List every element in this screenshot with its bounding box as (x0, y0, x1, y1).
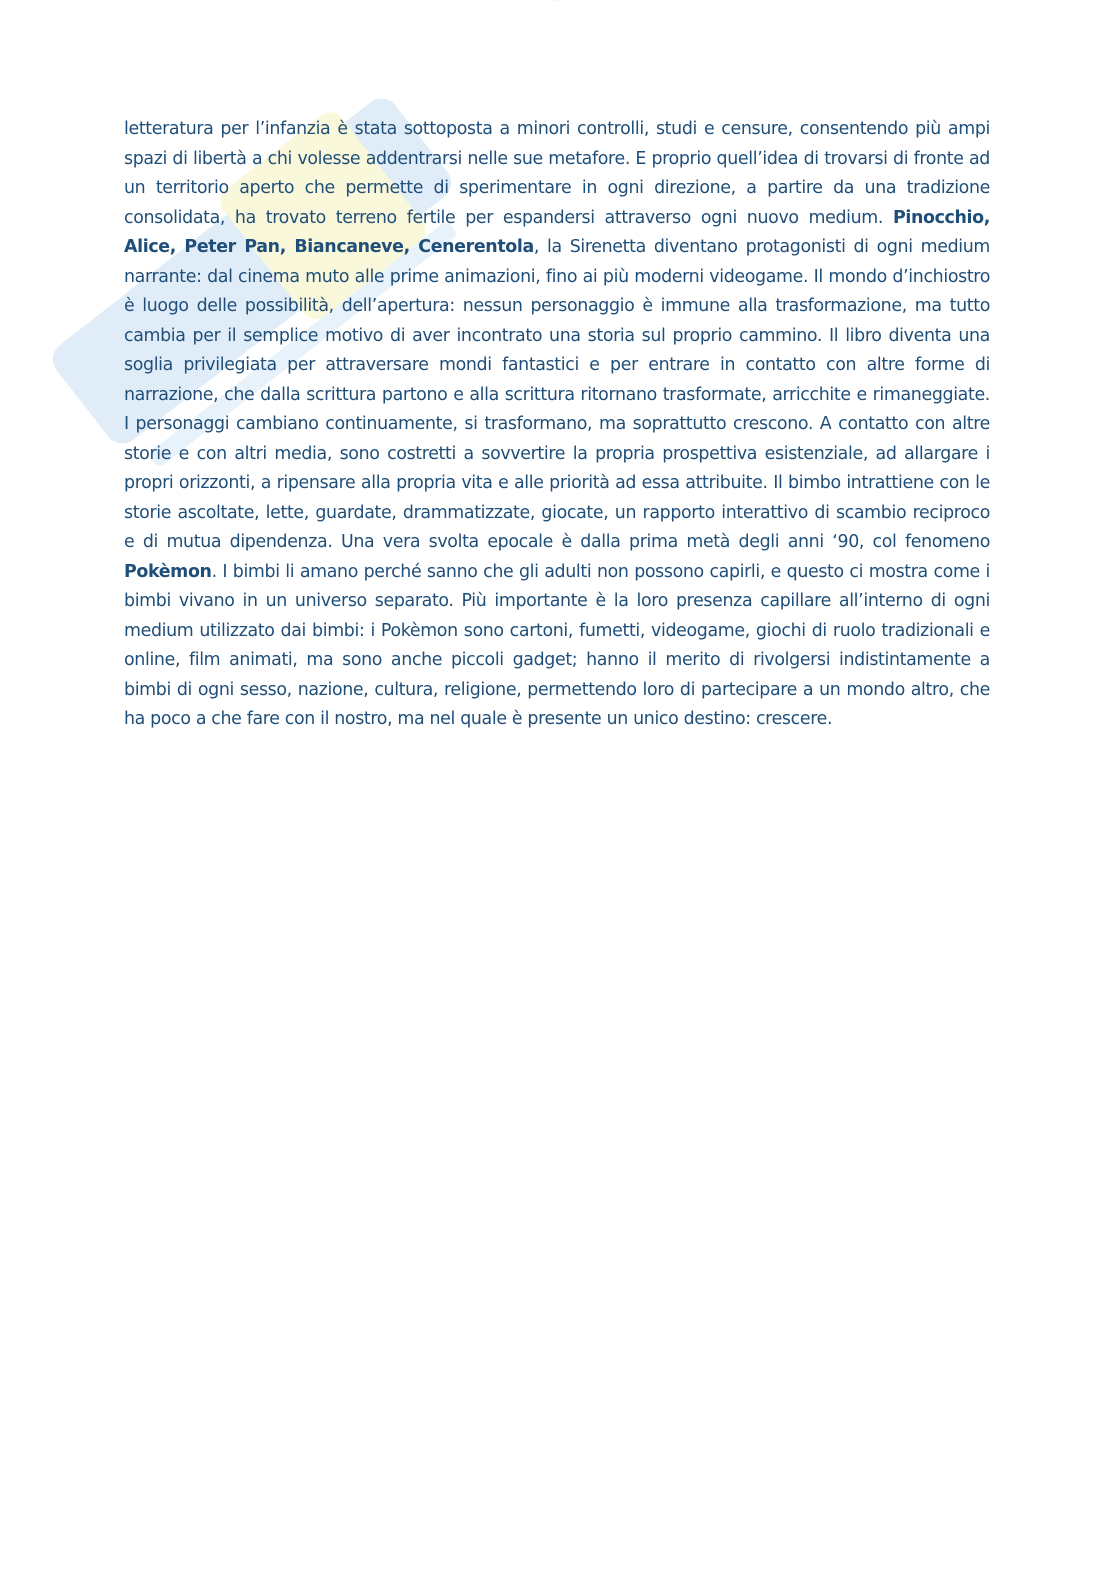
body-paragraph (124, 115, 990, 735)
text-segment: , la Sirenetta diventano protagonisti di ogni medium narrante: dal cinema muto alle prime animazioni, fino ai più moderni videogame. Il mondo d’inchiostro è luogo delle possibilità, dell’apertura: nessun personaggio è immune alla trasformazione, ma tutto cambia per il semplice motivo di aver incontrato una storia sul proprio cammino. Il libro diventa una soglia privilegiata per attraversare mondi fantastici e per entrare in contatto con altre forme di narrazione, che dalla scrittura partono e alla scrittura ritornano trasformate, arricchite e rimaneggiate. I personaggi cambiano continuamente, si trasformano, ma soprattutto crescono. A contatto con altre storie e con altri media, sono costretti a sovvertire la propria prospettiva esistenziale, ad allargare i propri orizzonti, a ripensare alla propria vita e alle priorità ad essa attribuite. Il bimbo intrattiene con le storie ascoltate, lette, guardate, drammatizzate, giocate, un rapporto interattivo di scambio reciproco e di mutua dipendenza. Una vera svolta epocale è dalla prima metà degli anni ‘90, col fenomeno (124, 237, 990, 552)
bold-characters-list: Pinocchio, Alice, Peter Pan, Biancaneve, Cenerentola (124, 207, 990, 257)
text-segment: . I bimbi li amano perché sanno che gli adulti non possono capirli, e questo ci mostra come i bimbi vivano in un universo separato. Più importante è la loro presenza capillare all’interno di ogni medium utilizzato dai bimbi: i Pokèmon sono cartoni, fumetti, videogame, giochi di ruolo tradizionali e online, film animati, ma sono anche piccoli gadget; hanno il merito di rivolgersi indistintamente a bimbi di ogni sesso, nazione, cultura, religione, permettendo loro di partecipare a un mondo altro, che ha poco a che fare con il nostro, ma nel quale è presente un unico destino: crescere. (124, 561, 990, 729)
text-segment: letteratura per l’infanzia è stata sottoposta a minori controlli, studi e censure, consentendo più ampi spazi di libertà a chi volesse addentrarsi nelle sue metafore. E proprio quell’idea di trovarsi di fronte ad un territorio aperto che permette di sperimentare in ogni direzione, a partire da una tradizione consolidata, ha trovato terreno fertile per espandersi attraverso ogni nuovo medium. (124, 119, 990, 228)
bold-pokemon-term: Pokèmon (124, 561, 212, 582)
header-mark (0, 0, 1116, 4)
